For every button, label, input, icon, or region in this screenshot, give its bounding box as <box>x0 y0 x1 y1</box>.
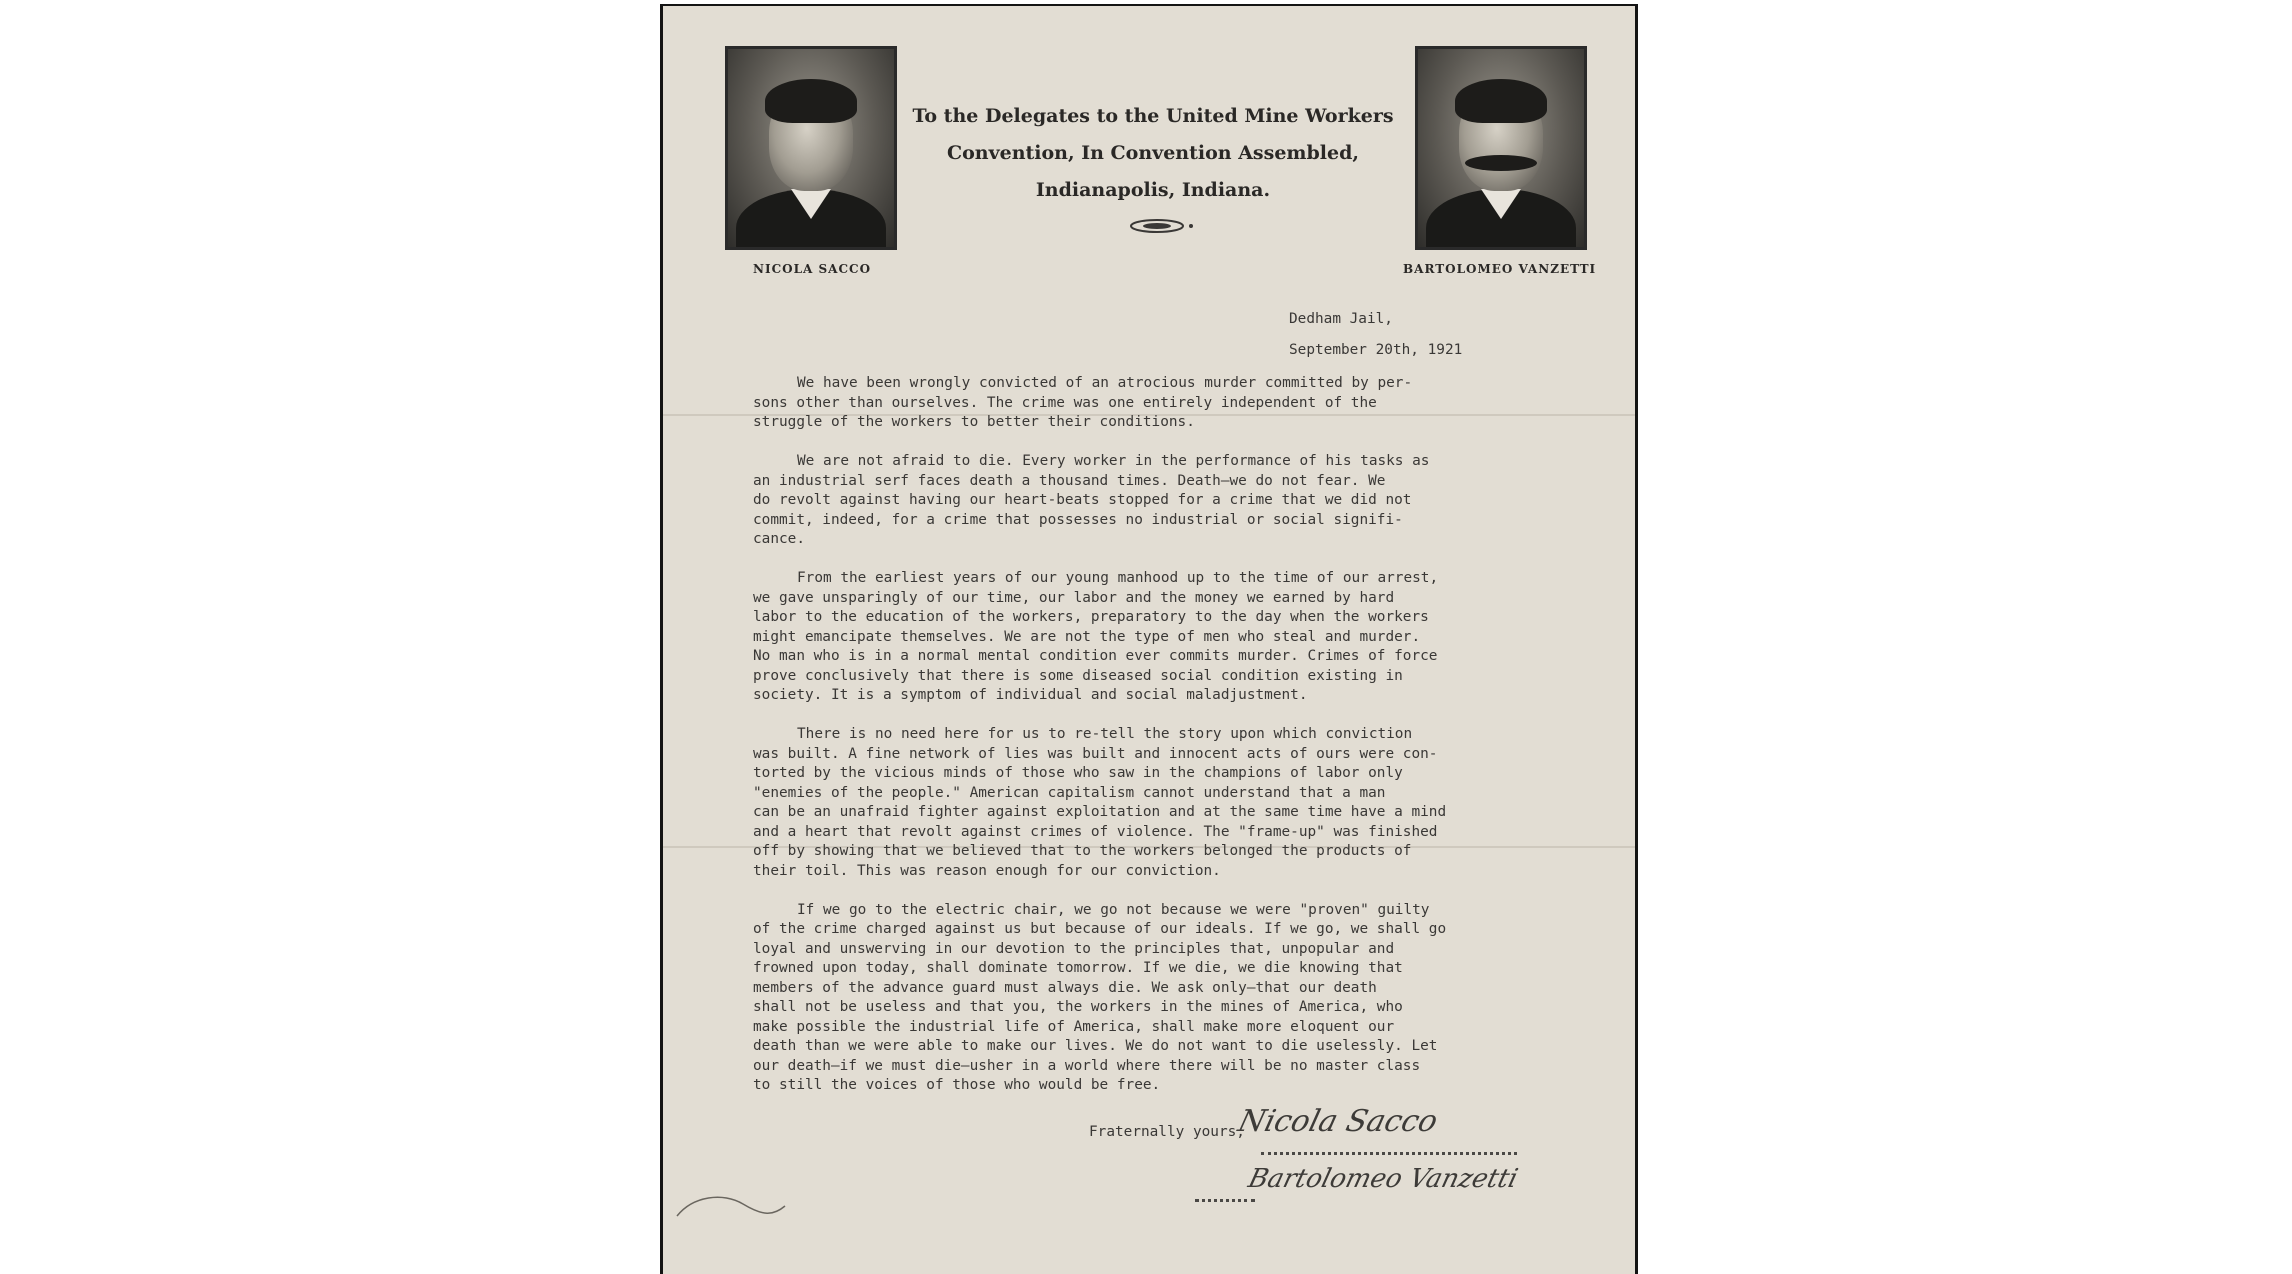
ornament-icon <box>1127 218 1199 234</box>
signature-dotted-line <box>1195 1199 1255 1202</box>
signature-block <box>1199 1104 1599 1214</box>
dateline <box>1289 304 1462 366</box>
portrait-bartolomeo-vanzetti <box>1415 46 1587 250</box>
letter-body <box>753 374 1573 1096</box>
body-paragraph: From the earliest years of our young manhood up to the time of our arrest, we gave unsparingly of our time, our labor and the money we earned by hard labor to the education of the workers, preparatory to the day when the workers might emancipate themselves. We are not the type of men who steal and murder. No man who is in a normal mental condition ever commits murder. Crimes of force prove conclusively that there is some diseased social condition existing in society. It is a symptom of individual and social maladjustment. <box>753 570 1439 703</box>
portrait-caption-left: NICOLA SACCO <box>753 262 872 276</box>
portrait-caption-right: BARTOLOMEO VANZETTI <box>1403 262 1597 276</box>
heading-line: Convention, In Convention Assembled, <box>946 142 1360 164</box>
body-paragraph: If we go to the electric chair, we go not because we were "proven" guilty of the crime charged against us but because of our ideals. If we go, we shall go loyal and unswerving in our devotion to the principles that, unpopular and frowned upon today, shall dominate tomorrow. If we die, we die knowing that members of the advance guard must always die. We ask only—that our death shall not be useless and that you, the workers in the mines of America, who make possible the industrial life of America, shall make more eloquent our death than we were able to make our lives. We do not want to die uselessly. Let our death—if we must die—usher in a world where there will be no master class to still the voices of those who would be free. <box>753 901 1447 1093</box>
heading-line: To the Delegates to the United Mine Workers <box>912 105 1394 127</box>
signature-dotted-line <box>1261 1152 1517 1155</box>
signature-vanzetti: Bartolomeo Vanzetti <box>1245 1164 1521 1194</box>
location-place: Dedham Jail, <box>1289 311 1393 327</box>
letter-page <box>660 4 1638 1274</box>
letter-heading <box>903 98 1403 209</box>
closing-salutation: Fraternally yours, <box>1089 1124 1245 1140</box>
portrait-nicola-sacco <box>725 46 897 250</box>
signature-sacco: Nicola Sacco <box>1234 1104 1442 1139</box>
heading-line: Indianapolis, Indiana. <box>1035 179 1271 201</box>
letter-date: September 20th, 1921 <box>1289 342 1463 358</box>
body-paragraph: We have been wrongly convicted of an atrocious murder committed by per- sons other than ourselves. The crime was one entirely independent of the struggle of the workers to better their conditions. <box>753 375 1413 430</box>
body-paragraph: We are not afraid to die. Every worker in the performance of his tasks as an industrial serf faces death a thousand times. Death—we do not fear. We do revolt against having our heart-beats stopped for a crime that we did not commit, indeed, for a crime that possesses no industrial or social signifi- cance. <box>753 453 1430 547</box>
margin-mark-icon <box>673 1186 793 1226</box>
body-paragraph: There is no need here for us to re-tell the story upon which conviction was built. A fine network of lies was built and innocent acts of ours were con- torted by the vicious minds of those who saw in the champions of labor only "enemies of the people." American capitalism cannot understand that a man can be an unafraid fighter against exploitation and at the same time have a mind and a heart that revolt against crimes of violence. The "frame-up" was finished off by showing that we believed that to the workers belonged the products of their toil. This was reason enough for our conviction. <box>753 726 1447 879</box>
